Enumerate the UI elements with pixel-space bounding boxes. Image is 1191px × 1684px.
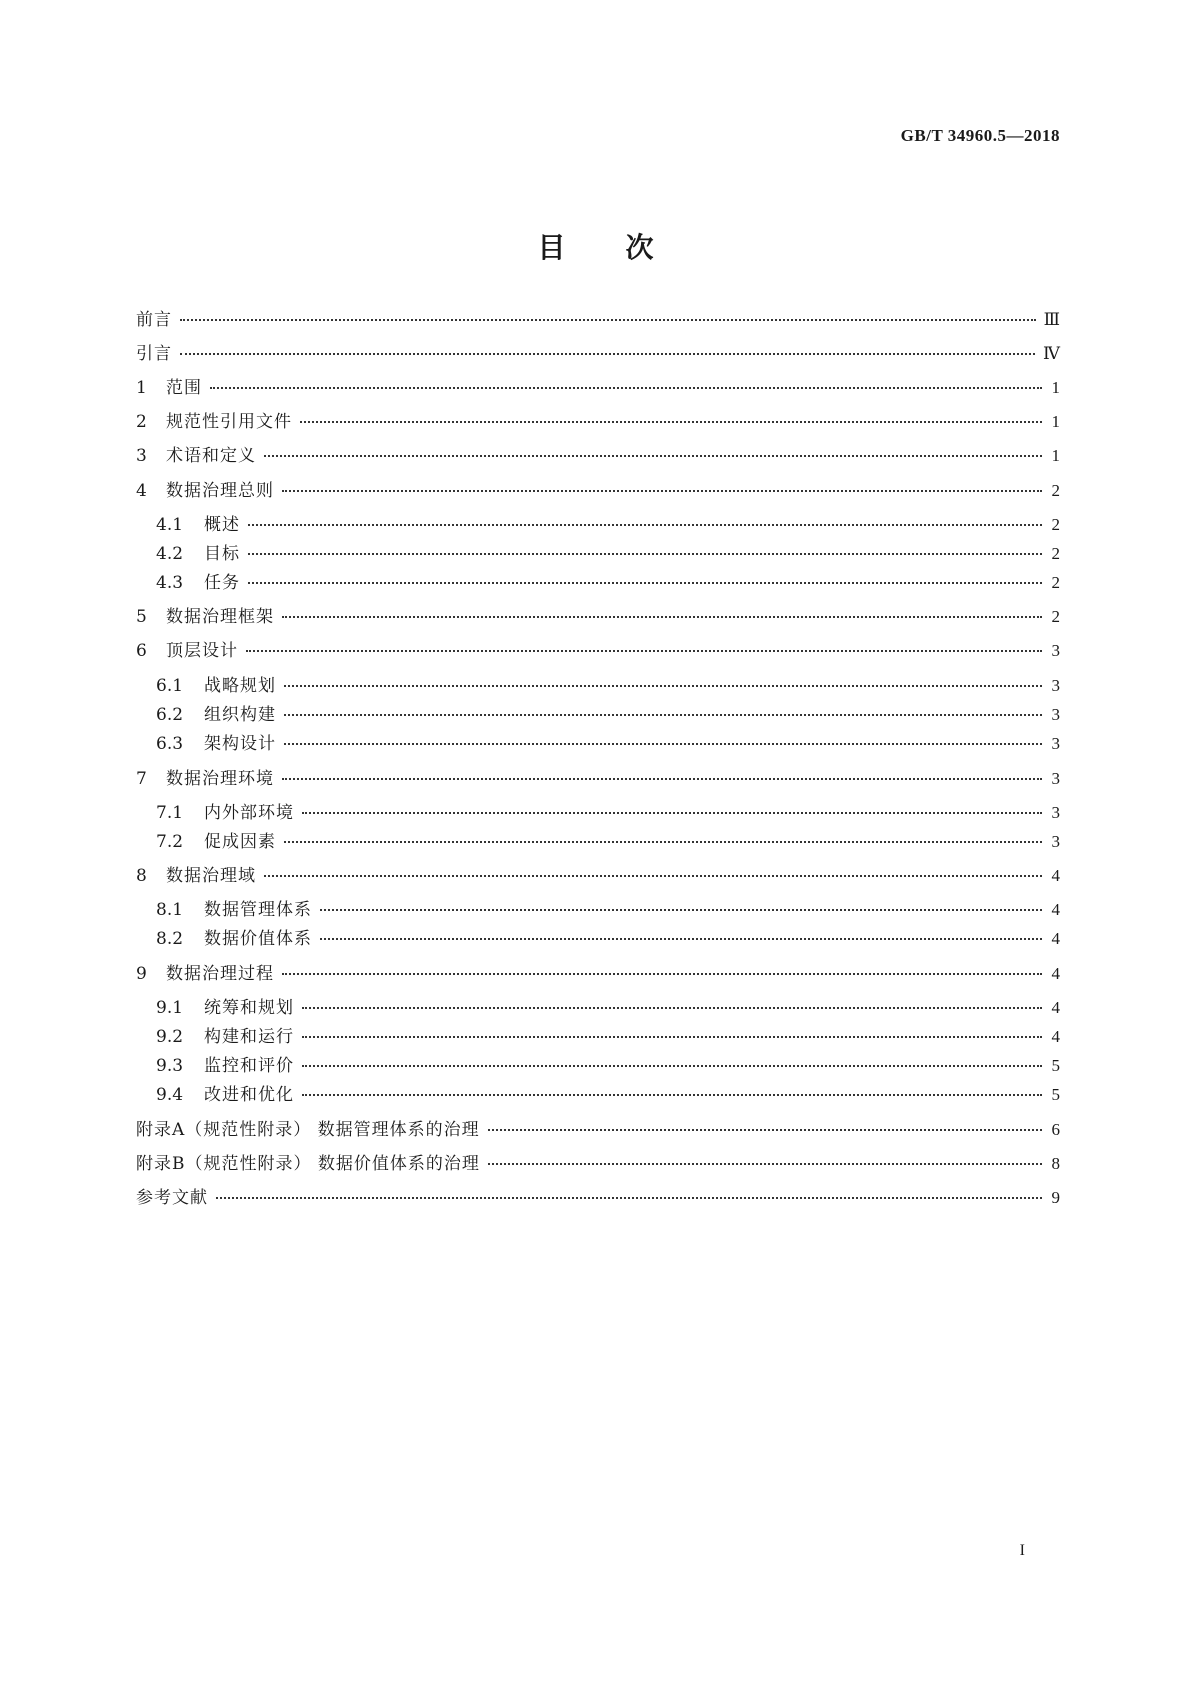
toc-leader-dots (282, 777, 1042, 780)
toc-entry[interactable] (156, 539, 1060, 565)
toc-leader-dots (488, 1162, 1042, 1165)
toc-entry[interactable] (136, 373, 1060, 399)
toc-entry-number: 9 (136, 964, 147, 984)
toc-leader-dots (264, 874, 1042, 877)
toc-entry-number: 9.4 (156, 1085, 184, 1105)
toc-entry-page: Ⅲ (1043, 310, 1060, 329)
toc-leader-dots (320, 937, 1042, 940)
toc-entry-page: 3 (1051, 676, 1060, 695)
toc-leader-dots (284, 713, 1042, 716)
toc-entry[interactable] (136, 959, 1060, 985)
toc-entry-number: 1 (136, 378, 147, 398)
toc-entry-label: 统筹和规划 (204, 998, 294, 1018)
toc-entry-page: 4 (1051, 929, 1060, 948)
toc-entry-page: 2 (1051, 481, 1060, 500)
toc-entry-label: 改进和优化 (204, 1085, 294, 1105)
toc-leader-dots (302, 1093, 1042, 1096)
toc-leader-dots (284, 840, 1042, 843)
toc-entry[interactable] (136, 476, 1060, 502)
toc-entry-number: 3 (136, 446, 147, 466)
toc-entry-label: 数据治理框架 (166, 607, 274, 627)
toc-entry-label: 组织构建 (204, 705, 276, 725)
toc-entry[interactable] (156, 924, 1060, 950)
toc-entry-page: 1 (1051, 412, 1060, 431)
toc-leader-dots (216, 1196, 1042, 1199)
toc-entry-label: 数据治理总则 (166, 481, 274, 501)
toc-leader-dots (300, 420, 1042, 423)
toc-entry[interactable] (136, 1183, 1060, 1209)
toc-leader-dots (282, 615, 1042, 618)
toc-entry-label: 引言 (136, 344, 172, 364)
toc-entry-page: 5 (1051, 1085, 1060, 1104)
toc-entry-label: 任务 (204, 573, 240, 593)
toc-entry[interactable] (156, 993, 1060, 1019)
toc-entry-page: 3 (1051, 734, 1060, 753)
toc-entry[interactable] (156, 895, 1060, 921)
toc-leader-dots (282, 972, 1042, 975)
toc-entry-page: 8 (1051, 1154, 1060, 1173)
toc-entry-page: 4 (1051, 1027, 1060, 1046)
toc-leader-dots (284, 684, 1042, 687)
toc-entry[interactable] (156, 568, 1060, 594)
toc-entry[interactable] (136, 764, 1060, 790)
toc-entry-label: 促成因素 (204, 832, 276, 852)
toc-entry[interactable] (136, 339, 1060, 365)
toc-entry-page: 9 (1051, 1188, 1060, 1207)
toc-entry[interactable] (156, 700, 1060, 726)
toc-leader-dots (248, 523, 1042, 526)
toc-leader-dots (320, 908, 1042, 911)
toc-entry-number: 4.3 (156, 573, 184, 593)
toc-entry-number: 6 (136, 641, 147, 661)
toc-entry-page: 2 (1051, 573, 1060, 592)
toc-entry[interactable] (136, 441, 1060, 467)
toc-entry[interactable] (136, 861, 1060, 887)
toc-entry[interactable] (136, 407, 1060, 433)
toc-entry-number: 8.1 (156, 900, 184, 920)
toc-entry-label: 战略规划 (204, 676, 276, 696)
toc-entry-label: 数据价值体系 (204, 929, 312, 949)
toc-entry-label: 附录A（规范性附录） 数据管理体系的治理 (136, 1120, 480, 1140)
toc-entry-number: 2 (136, 412, 147, 432)
toc-leader-dots (488, 1128, 1042, 1131)
toc-entry-number: 6.3 (156, 734, 184, 754)
toc-entry-page: 4 (1051, 998, 1060, 1017)
toc-entry-number: 4.1 (156, 515, 184, 535)
toc-leader-dots (282, 489, 1042, 492)
toc-entry[interactable] (136, 636, 1060, 662)
toc-entry-page: 4 (1051, 964, 1060, 983)
toc-entry-number: 9.3 (156, 1056, 184, 1076)
toc-leader-dots (302, 811, 1042, 814)
toc-entry-page: 3 (1051, 769, 1060, 788)
toc-entry-label: 参考文献 (136, 1188, 208, 1208)
toc-entry[interactable] (156, 1051, 1060, 1077)
toc-entry-label: 数据治理域 (166, 866, 256, 886)
toc-entry-page: 3 (1051, 832, 1060, 851)
toc-entry-number: 6.2 (156, 705, 184, 725)
toc-leader-dots (180, 318, 1036, 321)
toc-entry-page: 1 (1051, 446, 1060, 465)
toc-entry-page: 5 (1051, 1056, 1060, 1075)
toc-entry-label: 数据治理过程 (166, 964, 274, 984)
toc-entry[interactable] (156, 798, 1060, 824)
toc-entry-number: 9.1 (156, 998, 184, 1018)
toc-entry[interactable] (156, 1022, 1060, 1048)
toc-leader-dots (302, 1064, 1042, 1067)
toc-entry-label: 内外部环境 (204, 803, 294, 823)
toc-entry[interactable] (136, 602, 1060, 628)
toc-leader-dots (302, 1035, 1042, 1038)
toc-entry[interactable] (156, 1080, 1060, 1106)
toc-entry-number: 8 (136, 866, 147, 886)
toc-entry-page: 3 (1051, 641, 1060, 660)
toc-entry-label: 监控和评价 (204, 1056, 294, 1076)
toc-entry-number: 4.2 (156, 544, 184, 564)
toc-entry[interactable] (156, 510, 1060, 536)
toc-entry-number: 8.2 (156, 929, 184, 949)
toc-leader-dots (248, 581, 1042, 584)
toc-entry-label: 规范性引用文件 (166, 412, 292, 432)
toc-leader-dots (264, 454, 1042, 457)
toc-entry-label: 术语和定义 (166, 446, 256, 466)
page-title: 目次 (537, 231, 714, 264)
toc-entry-label: 范围 (166, 378, 202, 398)
toc-leader-dots (248, 552, 1042, 555)
toc-entry-page: 2 (1051, 544, 1060, 563)
toc-entry[interactable] (136, 305, 1060, 331)
toc-entry-number: 5 (136, 607, 147, 627)
toc-entry-label: 目标 (204, 544, 240, 564)
toc-leader-dots (180, 352, 1035, 355)
toc-entry-label: 数据治理环境 (166, 769, 274, 789)
toc-entry-label: 概述 (204, 515, 240, 535)
toc-entry-page: 2 (1051, 515, 1060, 534)
toc-entry-number: 6.1 (156, 676, 184, 696)
toc-entry-page: 4 (1051, 866, 1060, 885)
toc-leader-dots (302, 1006, 1042, 1009)
toc-entry[interactable] (156, 729, 1060, 755)
toc-entry-number: 9.2 (156, 1027, 184, 1047)
toc-entry-number: 4 (136, 481, 147, 501)
toc-entry-label: 顶层设计 (166, 641, 238, 661)
toc-entry[interactable] (136, 1149, 1060, 1175)
toc-entry-label: 数据管理体系 (204, 900, 312, 920)
toc-entry-page: 6 (1051, 1120, 1060, 1139)
toc-entry-page: 1 (1051, 378, 1060, 397)
page-number: I (1019, 1542, 1025, 1559)
toc-entry-page: Ⅳ (1043, 344, 1060, 363)
toc-entry[interactable] (136, 1115, 1060, 1141)
toc-entry[interactable] (156, 671, 1060, 697)
toc-entry-label: 前言 (136, 310, 172, 330)
toc-entry-page: 3 (1051, 705, 1060, 724)
toc-leader-dots (284, 742, 1042, 745)
toc-leader-dots (210, 386, 1042, 389)
toc-entry-number: 7.2 (156, 832, 184, 852)
toc-entry-page: 3 (1051, 803, 1060, 822)
toc-entry-number: 7.1 (156, 803, 184, 823)
toc-entry[interactable] (156, 827, 1060, 853)
toc-entry-number: 7 (136, 769, 147, 789)
toc-entry-page: 2 (1051, 607, 1060, 626)
toc-entry-label: 附录B（规范性附录） 数据价值体系的治理 (136, 1154, 480, 1174)
standard-code: GB/T 34960.5—2018 (900, 126, 1060, 145)
toc-entry-page: 4 (1051, 900, 1060, 919)
toc-leader-dots (246, 649, 1042, 652)
toc-entry-label: 架构设计 (204, 734, 276, 754)
toc-entry-label: 构建和运行 (204, 1027, 294, 1047)
